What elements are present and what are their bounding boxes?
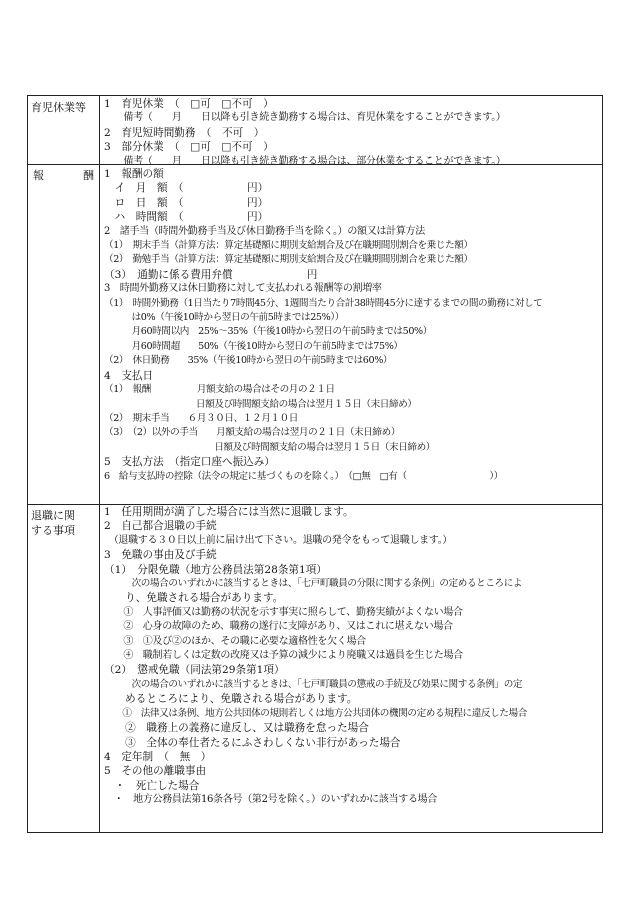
pay-label-second-char: 酬 [83, 169, 94, 182]
childcare-line: 2 育児短時間勤務 （ 不可 ） [104, 126, 265, 139]
childcare-body [100, 96, 602, 167]
retirement-line: ① 人事評価又は勤務の状況を示す事実に照らして、勤務実績がよくない場合 [104, 606, 463, 618]
pay-line: （1） 期末手当（計算方法：算定基礎額に期別支給割合及び在職期間別割合を乗じた額） [104, 240, 473, 252]
retirement-line: ② 職務上の義務に違反し、又は職務を怠った場合 [104, 722, 369, 735]
pay-line: 5 支払方法 （指定口座へ振込み） [104, 456, 275, 469]
retirement-line: り、免職される場合があります。 [104, 592, 284, 605]
retirement-line: 1 任用期間が満了した場合には当然に退職します。 [104, 506, 354, 518]
retirement-line: ・ 地方公務員法第16条各号（第2号を除く。）のいずれかに該当する場合 [104, 794, 438, 806]
pay-line: 日額及び時間額支給の場合は翌月１５日（末日締め） [104, 441, 435, 453]
pay-label-cell [28, 164, 100, 504]
pay-line: 日額及び時間額支給の場合は翌月１５日（末日締め） [104, 398, 417, 410]
retirement-line: （1） 分限免職（地方公務員法第28条第1項） [104, 563, 327, 576]
pay-line: 2 諸手当（時間外勤務手当及び休日勤務手当を除く。）の額又は計算方法 [104, 225, 425, 237]
pay-line: 月60時間超 50%（午後10時から翌日の午前5時までは75%） [104, 340, 403, 352]
pay-line: 1 報酬の額 [104, 168, 164, 180]
retirement-line: （2） 懲戒免職（同法第29条第1項） [104, 664, 285, 677]
childcare-label: 育児休業等 [31, 101, 86, 114]
pay-line: （2） 期末手当 ６月３０日、１２月１０日 [104, 412, 298, 424]
retirement-body [100, 504, 602, 832]
retirement-line: めるところにより、免職される場合があります。 [104, 693, 358, 706]
retirement-line: （退職する３０日以上前に届け出て下さい。退職の発令をもって退職します。） [104, 534, 453, 546]
pay-line: ロ 日 額 （ 円） [104, 196, 269, 209]
retirement-line: 4 定年制 （ 無 ） [104, 750, 212, 763]
retirement-line: ・ 死亡した場合 [104, 779, 200, 792]
retirement-label-line2: する事項 [31, 524, 75, 537]
retirement-line: 3 免職の事由及び手続 [104, 549, 217, 562]
pay-line: イ 月 額 （ 円） [104, 182, 269, 195]
retirement-line: 次の場合のいずれかに該当するときは、「七戸町職員の分限に関する条例」の定めるところによ [104, 578, 523, 590]
retirement-label-cell [28, 504, 100, 832]
pay-line: 月60時間以内 25%～35%（午後10時から翌日の午前5時までは50%） [104, 326, 432, 338]
retirement-label-line1: 退職に関 [31, 509, 75, 522]
pay-line: （1） 報酬 月額支給の場合はその月の２１日 [104, 384, 335, 396]
childcare-line: 3 部分休業 （ □可 □不可 ） [104, 141, 274, 154]
childcare-label-cell [28, 96, 100, 164]
retirement-line: ④ 職制若しくは定数の改廃又は予算の減少により廃職又は過員を生じた場合 [104, 650, 463, 662]
pay-line: （3） 通勤に係る費用弁償 円 [104, 268, 318, 281]
retirement-line: ② 心身の故障のため、職務の遂行に支障があり、又はこれに堪えない場合 [104, 621, 453, 633]
retirement-line: ③ ①及び②のほか、その職に必要な適格性を欠く場合 [104, 635, 366, 647]
retirement-line: ① 法律又は条例、地方公共団体の規則若しくは地方公共団体の機関の定める規程に違反した場合 [104, 707, 527, 719]
pay-line: （2） 休日勤務 35%（午後10時から翌日の午前5時までは60%） [104, 355, 393, 367]
pay-line: （3） （2）以外の手当 月額支給の場合は翌月の２１日（末日締め） [104, 427, 401, 439]
pay-body [100, 164, 602, 504]
pay-line: （1） 時間外勤務（1日当たり7時間45分、1週間当たり合計38時間45分に達するまでの間の勤務に対して [104, 297, 543, 309]
pay-line: 4 支払日 [104, 369, 154, 382]
pay-line: 3 時間外勤務又は休日勤務に対して支払われる報酬等の割増率 [104, 283, 382, 295]
working-conditions-table [27, 95, 603, 833]
pay-line: （2） 勤勉手当（計算方法：算定基礎額に期別支給割合及び在職期間別割合を乗じた額） [104, 254, 473, 266]
retirement-line: ③ 全体の奉仕者たるにふさわしくない非行があった場合 [104, 736, 401, 749]
childcare-line: 備考（ 月 日以降も引き続き勤務する場合は、部分休業をすることができます。） [104, 155, 506, 167]
retirement-line: 次の場合のいずれかに該当するときは、「七戸町職員の懲戒の手続及び効果に関する条例」の定 [104, 678, 523, 690]
pay-label-first-char: 報 [33, 169, 44, 182]
retirement-line: 5 その他の離職事由 [104, 765, 207, 778]
pay-line: は0%（午後10時から翌日の午前5時までは25%）） [104, 312, 344, 324]
childcare-line: 1 育児休業 （ □可 □不可 ） [104, 98, 274, 110]
childcare-line: 備考（ 月 日以降も引き続き勤務する場合は、育児休業をすることができます。） [104, 112, 506, 124]
retirement-line: 2 自己都合退職の手続 [104, 520, 217, 533]
pay-line: 6 給与支払時の控除（法令の規定に基づくものを除く。） （□無 □有（ ）） [104, 470, 503, 482]
pay-line: ハ 時間額 （ 円） [104, 211, 269, 224]
